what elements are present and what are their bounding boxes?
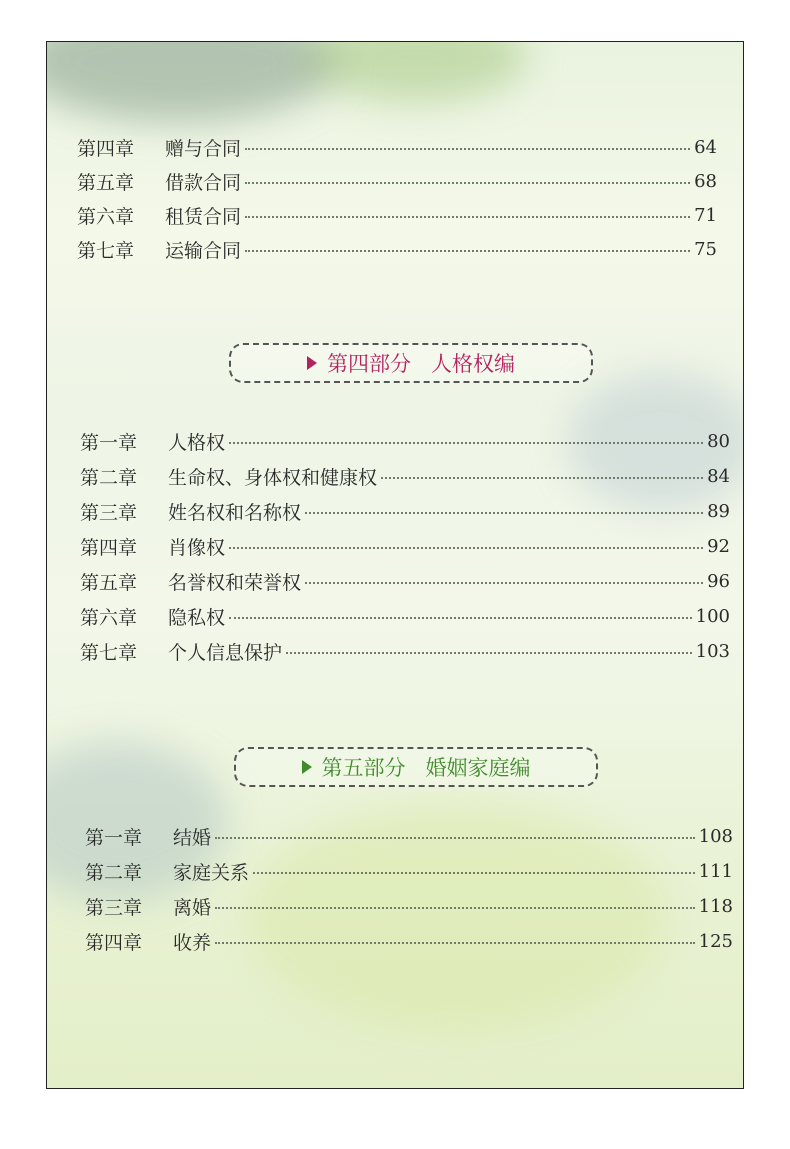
chapter-title: 肖像权	[168, 536, 226, 559]
chapter-title: 名誉权和荣誉权	[168, 571, 302, 594]
chapter-number: 第二章	[85, 861, 143, 884]
toc-entry[interactable]	[85, 821, 733, 851]
chapter-number: 第七章	[77, 239, 135, 262]
toc-entry[interactable]	[80, 531, 730, 561]
page-number: 111	[698, 860, 733, 882]
dot-leader	[305, 512, 703, 514]
dot-leader	[245, 216, 690, 218]
page-number: 96	[707, 570, 730, 592]
page-number: 108	[698, 825, 733, 847]
chapter-number: 第三章	[80, 501, 138, 524]
dot-leader	[381, 477, 703, 479]
chapter-number: 第五章	[80, 571, 138, 594]
dot-leader	[245, 250, 690, 252]
chapter-title: 个人信息保护	[168, 641, 283, 664]
chapter-number: 第三章	[85, 896, 143, 919]
dot-leader	[215, 837, 695, 839]
chapter-number: 第六章	[77, 205, 135, 228]
page-number: 75	[694, 238, 717, 260]
toc-page	[46, 41, 744, 1089]
chapter-title: 收养	[173, 931, 212, 954]
page-number: 84	[707, 465, 730, 487]
chapter-number: 第四章	[80, 536, 138, 559]
dot-leader	[215, 942, 695, 944]
chapter-number: 第四章	[85, 931, 143, 954]
toc-entry[interactable]	[80, 636, 730, 666]
top-left-foliage-decoration	[46, 41, 337, 122]
page-number: 103	[695, 640, 730, 662]
toc-entry[interactable]	[77, 132, 717, 162]
part-5-banner[interactable]	[234, 747, 598, 787]
toc-entry[interactable]	[85, 856, 733, 886]
page-number: 80	[707, 430, 730, 452]
page-number: 71	[694, 204, 717, 226]
dot-leader	[245, 182, 690, 184]
triangle-bullet-icon	[302, 760, 312, 774]
page-number: 92	[707, 535, 730, 557]
dot-leader	[229, 617, 692, 619]
dot-leader	[305, 582, 703, 584]
chapter-title: 结婚	[173, 826, 212, 849]
dot-leader	[286, 652, 692, 654]
toc-entry[interactable]	[80, 496, 730, 526]
page-number: 100	[695, 605, 730, 627]
page-number: 118	[698, 895, 733, 917]
chapter-title: 隐私权	[168, 606, 226, 629]
toc-entry[interactable]	[80, 426, 730, 456]
chapter-number: 第四章	[77, 137, 135, 160]
part-4-number: 第四部分	[327, 352, 411, 376]
toc-entry[interactable]	[77, 234, 717, 264]
toc-entry[interactable]	[85, 926, 733, 956]
chapter-title: 运输合同	[165, 239, 242, 262]
page-number: 89	[707, 500, 730, 522]
part-4-title: 人格权编	[431, 352, 515, 376]
dot-leader	[245, 148, 690, 150]
chapter-number: 第七章	[80, 641, 138, 664]
toc-entry[interactable]	[80, 601, 730, 631]
chapter-number: 第五章	[77, 171, 135, 194]
chapter-title: 赠与合同	[165, 137, 242, 160]
part-4-banner[interactable]	[229, 343, 593, 383]
chapter-title: 租赁合同	[165, 205, 242, 228]
chapter-number: 第六章	[80, 606, 138, 629]
chapter-number: 第一章	[80, 431, 138, 454]
chapter-title: 家庭关系	[173, 861, 250, 884]
chapter-title: 离婚	[173, 896, 212, 919]
chapter-title: 人格权	[168, 431, 226, 454]
page-number: 125	[698, 930, 733, 952]
chapter-number: 第二章	[80, 466, 138, 489]
dot-leader	[215, 907, 695, 909]
toc-entry[interactable]	[77, 166, 717, 196]
dot-leader	[229, 547, 703, 549]
part-5-title: 婚姻家庭编	[425, 756, 531, 780]
chapter-title: 生命权、身体权和健康权	[168, 466, 378, 489]
chapter-title: 姓名权和名称权	[168, 501, 302, 524]
page-number: 68	[694, 170, 717, 192]
toc-entry[interactable]	[80, 461, 730, 491]
toc-entry[interactable]	[77, 200, 717, 230]
page-number: 64	[694, 136, 717, 158]
top-leaves-decoration	[307, 41, 527, 102]
toc-entry[interactable]	[85, 891, 733, 921]
dot-leader	[229, 442, 703, 444]
triangle-bullet-icon	[307, 356, 317, 370]
chapter-number: 第一章	[85, 826, 143, 849]
toc-entry[interactable]	[80, 566, 730, 596]
chapter-title: 借款合同	[165, 171, 242, 194]
part-5-number: 第五部分	[321, 756, 406, 780]
dot-leader	[253, 872, 695, 874]
